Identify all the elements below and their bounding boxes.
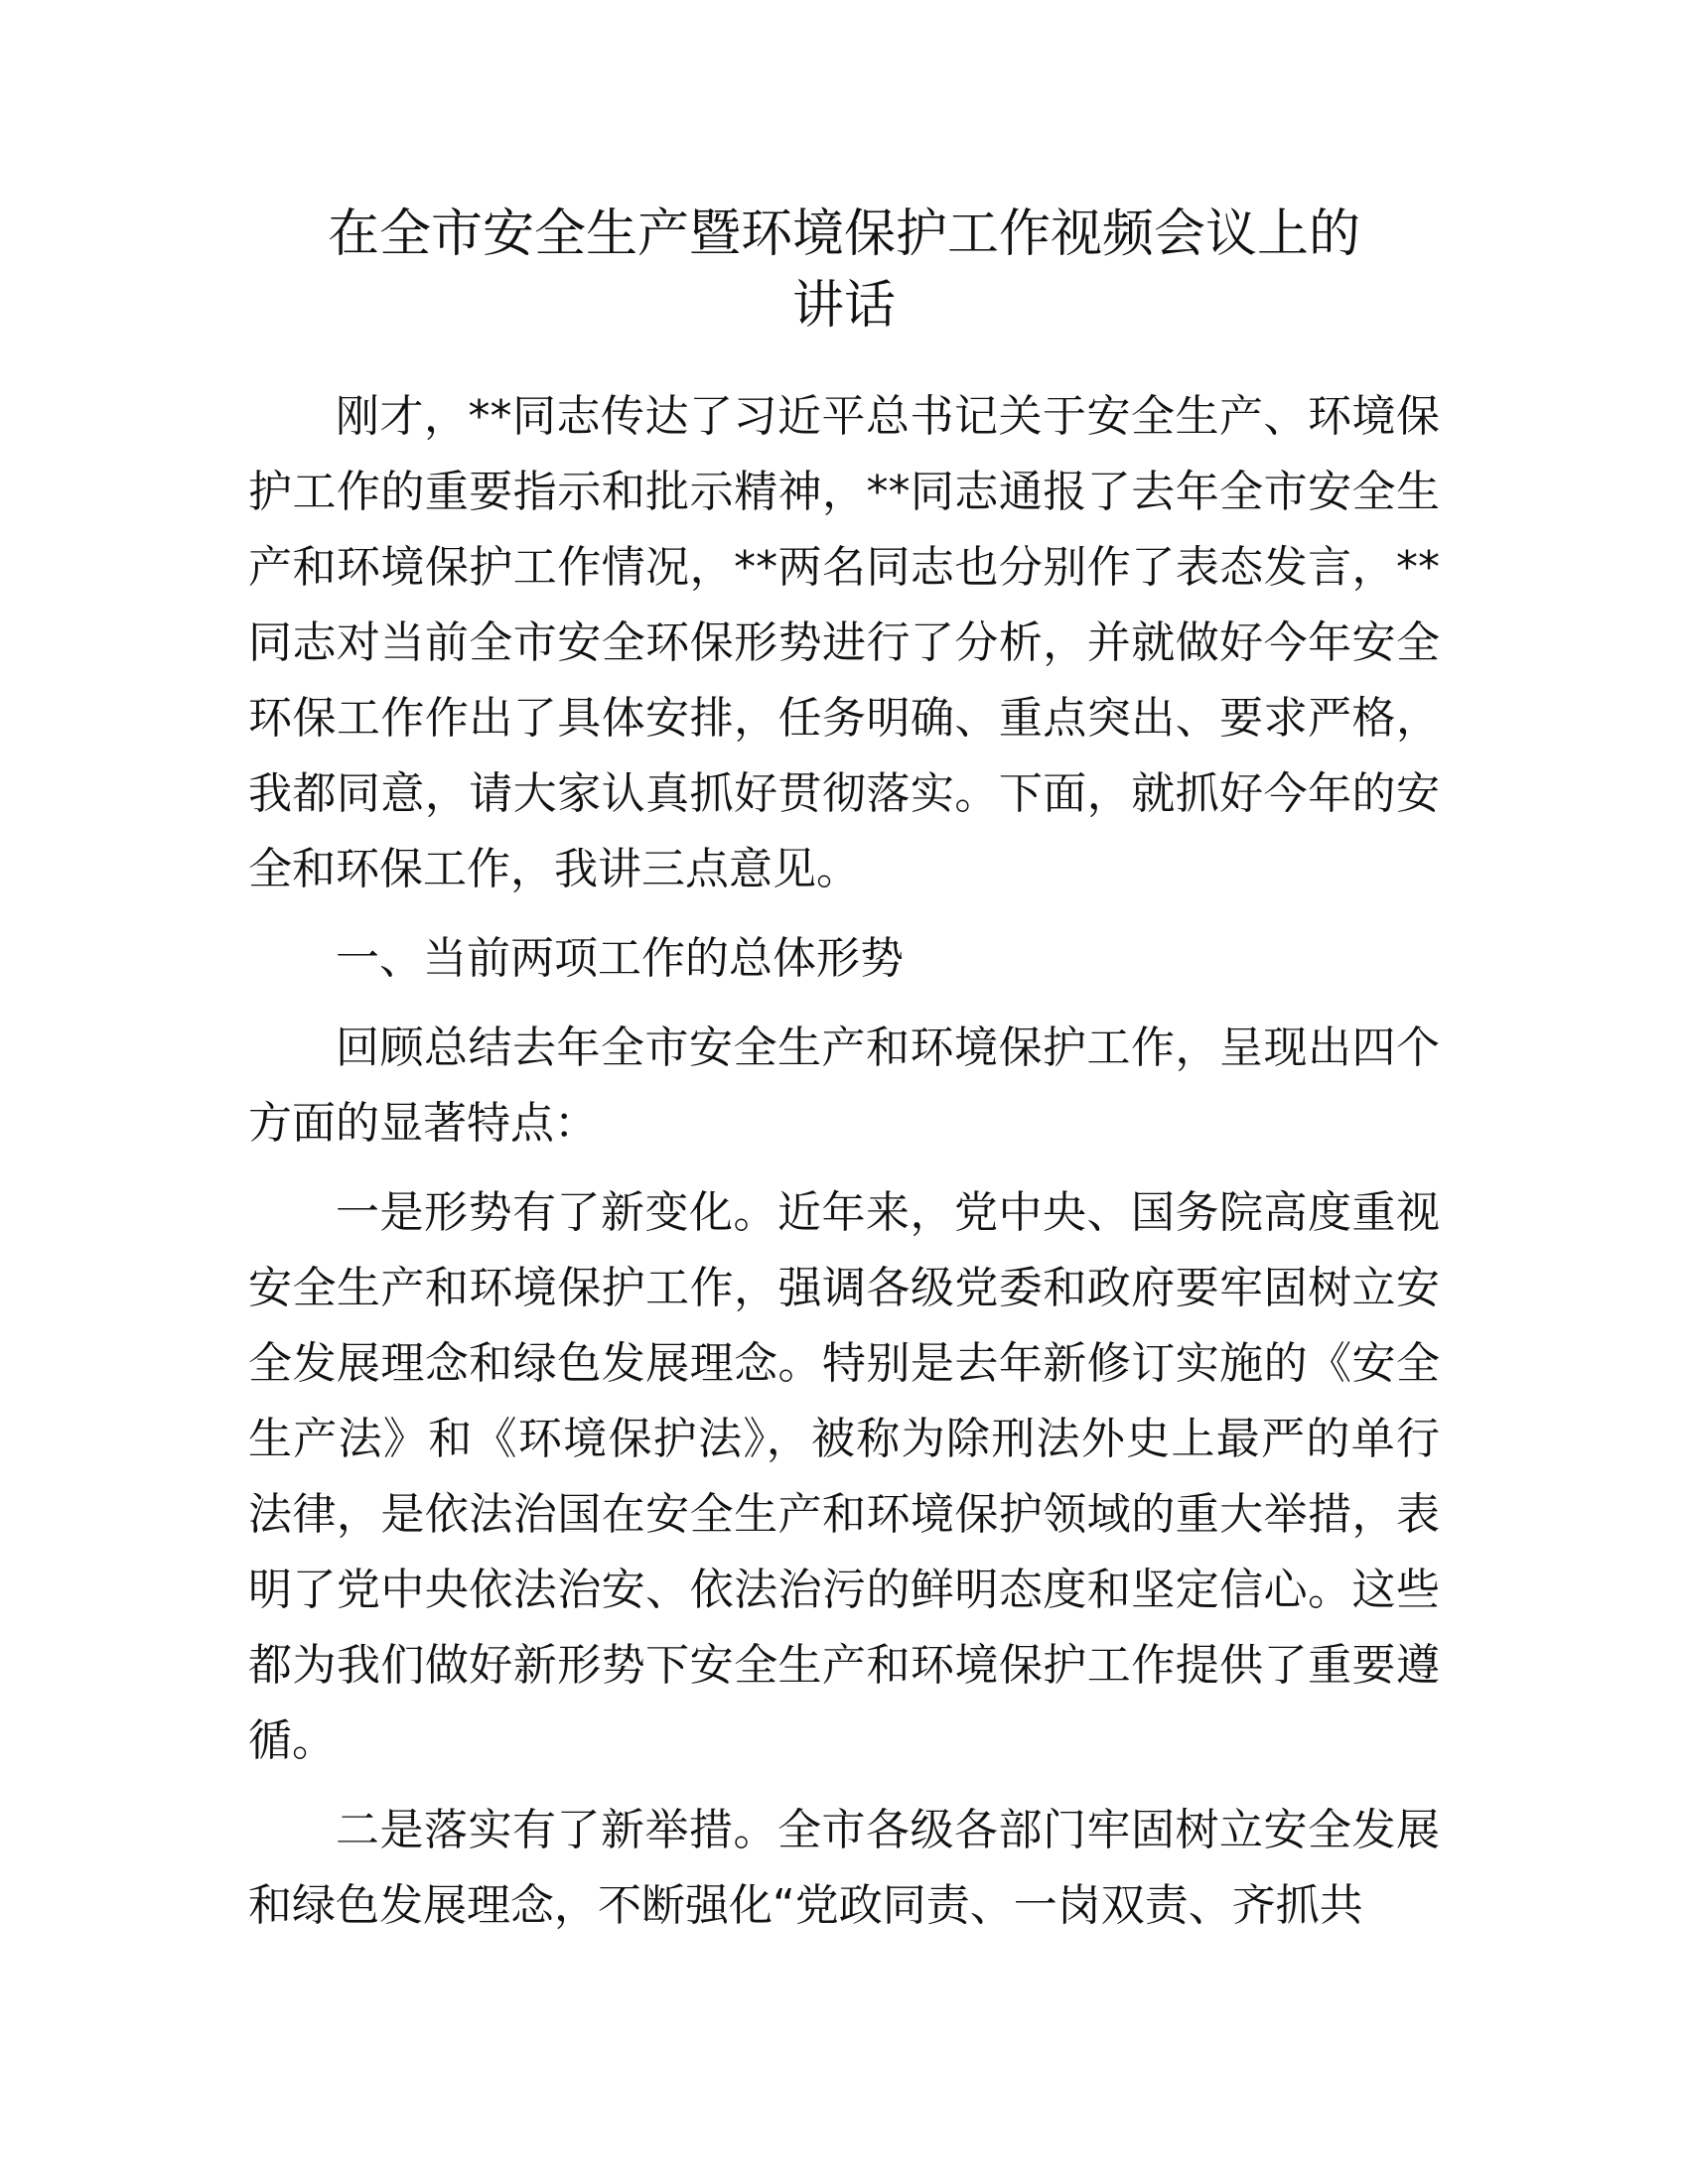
document-title	[228, 199, 1460, 341]
paragraph-point-2: 二是落实有了新举措。全市各级各部门牢固树立安全发展和绿色发展理念，不断强化“党政同责、一岗双责、齐抓共	[248, 1805, 1440, 1931]
paragraph-opening: 刚才，**同志传达了习近平总书记关于安全生产、环境保护工作的重要指示和批示精神，**同志通报了去年全市安全生产和环境保护工作情况，**两名同志也分别作了表态发言，**同志对当前全市安全环保形势进行了分析，并就做好今年安全环保工作作出了具体安排，任务明确、重点突出、要求严格，我都同意，请大家认真抓好贯彻落实。下面，就抓好今年的安全和环保工作，我讲三点意见。	[248, 391, 1440, 894]
paragraph-point-1: 一是形势有了新变化。近年来，党中央、国务院高度重视安全生产和环境保护工作，强调各级党委和政府要牢固树立安全发展理念和绿色发展理念。特别是去年新修订实施的《安全生产法》和《环境保护法》，被称为除刑法外史上最严的单行法律，是依法治国在安全生产和环境保护领域的重大举措，表明了党中央依法治安、依法治污的鲜明态度和坚定信心。这些都为我们做好新形势下安全生产和环境保护工作提供了重要遵循。	[248, 1187, 1440, 1766]
section-heading-1: 一、当前两项工作的总体形势	[336, 933, 904, 984]
title-line-2: 讲话	[791, 276, 896, 336]
paragraph-review: 回顾总结去年全市安全生产和环境保护工作，呈现出四个方面的显著特点：	[248, 1023, 1440, 1149]
document-body	[248, 379, 1440, 1944]
title-line-1: 在全市安全生产暨环境保护工作视频会议上的	[327, 205, 1360, 264]
